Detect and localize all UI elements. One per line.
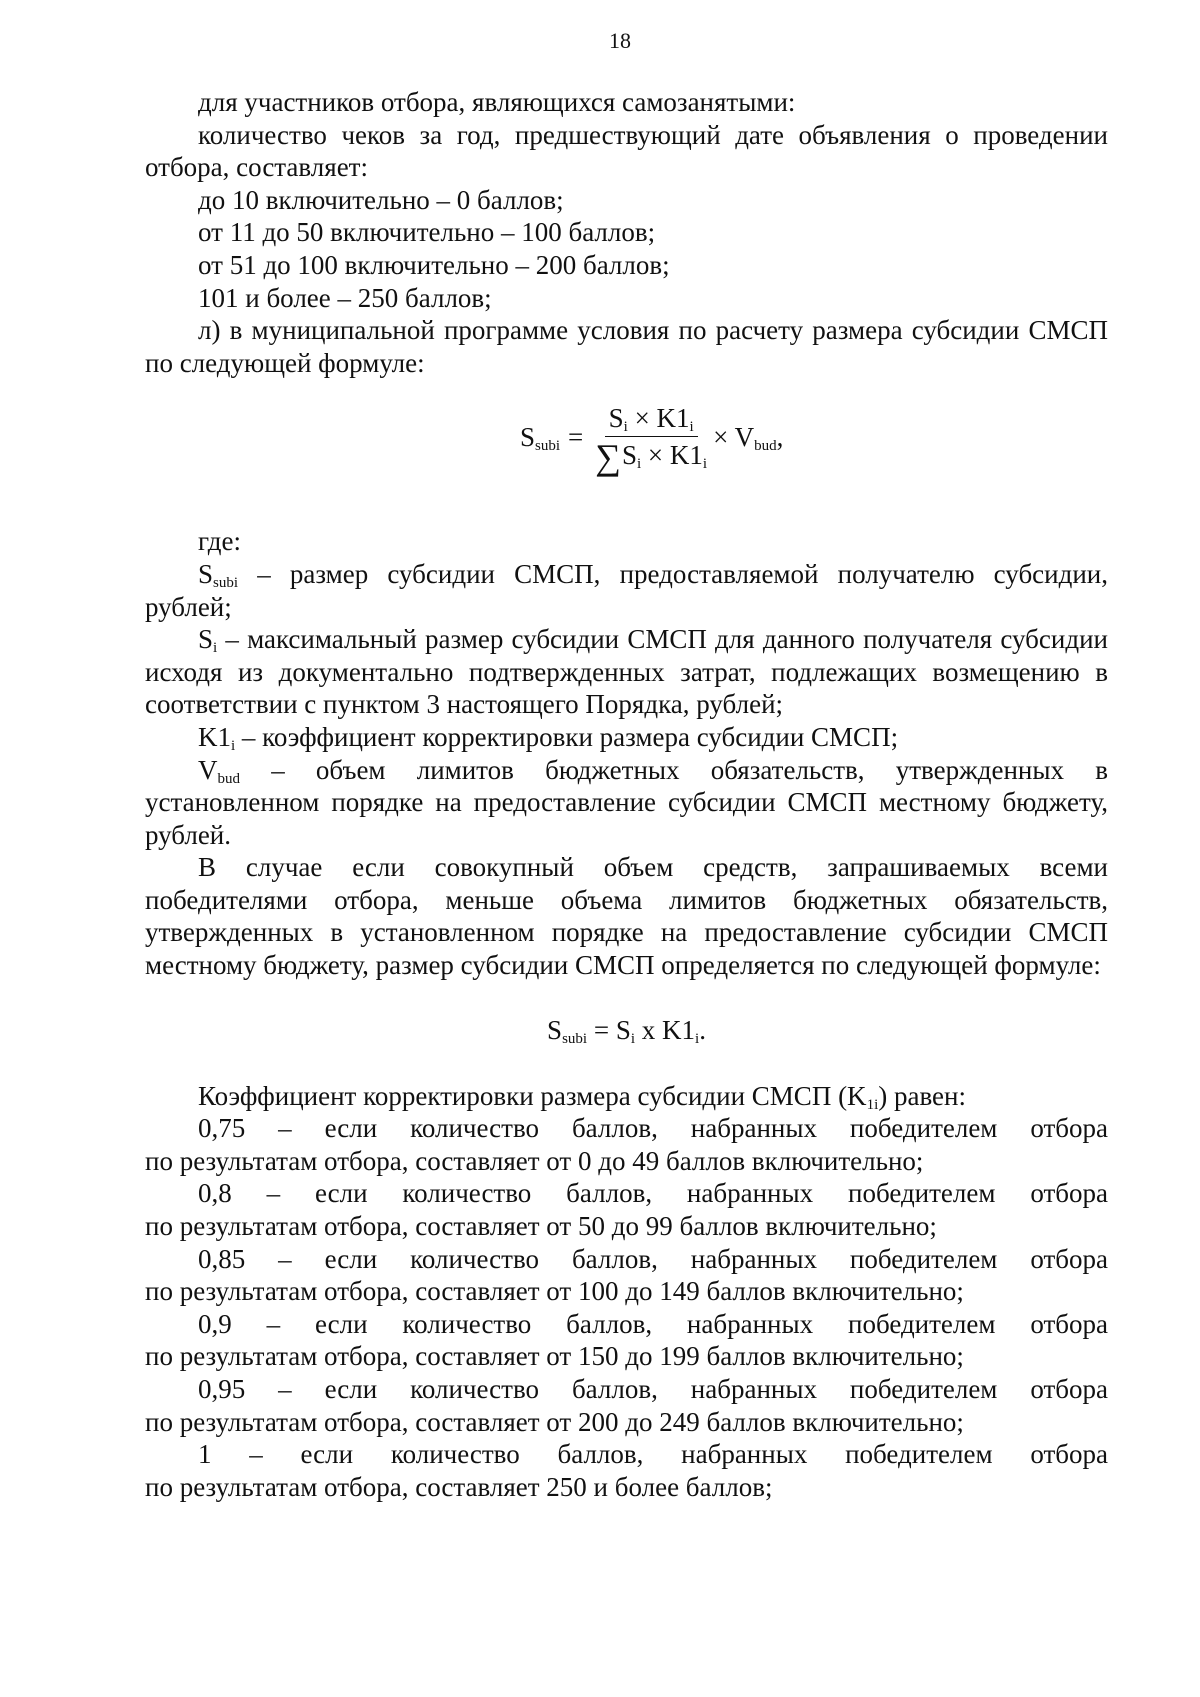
document-body [145, 86, 1108, 1503]
paragraph: от 11 до 50 включительно – 100 баллов; [198, 217, 656, 248]
coefficient-line: по результатам отбора, составляет от 50 до 99 баллов включительно; [145, 1211, 937, 1242]
subsidy-formula-simple: $S_{subi} = S_i$ x $K1_i$. [547, 1014, 706, 1047]
page-number: 18 [609, 28, 631, 53]
formula-fraction [595, 402, 708, 477]
paragraph: количество чеков за год, предшествующий дате объявления о проведении отбора, составляет: [145, 119, 1108, 183]
coefficient-line: по результатам отбора, составляет 250 и более баллов; [145, 1471, 773, 1502]
definition-k1i: $K1_i$ – коэффициент корректировки размера субсидии СМСП; [198, 721, 899, 754]
paragraph: 101 и более – 250 баллов; [198, 282, 492, 313]
coefficient-line: 0,8 – если количество баллов, набранных победителем отбора [198, 1178, 1108, 1209]
formula-lhs: $S_{subi}$ [520, 421, 561, 454]
coefficient-line: 0,75 – если количество баллов, набранных победителем отбора [198, 1113, 1108, 1144]
definition-si: $S_i$ – максимальный размер субсидии СМСП для данного получателя субсидии исходя из документально подтвержденных затрат, подлежащих возмещению в соответствии с пунктом 3 настоящего Порядка, рублей; [145, 624, 1108, 720]
paragraph: В случае если совокупный объем средств, запрашиваемых всеми победителями отбора, меньше объема лимитов бюджетных обязательств, утвержденных в установленном порядке на предоставление субсидии СМСП местному бюджету, размер субсидии СМСП определяется по следующей формуле: [145, 852, 1108, 981]
coefficient-line: по результатам отбора, составляет от 150 до 199 баллов включительно; [145, 1341, 964, 1372]
formula-multiplier: × $V_{bud}$, [713, 421, 784, 454]
formula-equals: = [568, 421, 584, 452]
definition-vbud: $V_{bud}$ – объем лимитов бюджетных обязательств, утвержденных в установленном порядке на предоставление субсидии СМСП местному бюджету, рублей. [145, 754, 1108, 850]
paragraph: от 51 до 100 включительно – 200 баллов; [198, 249, 670, 280]
coefficient-line: по результатам отбора, составляет от 0 до 49 баллов включительно; [145, 1145, 924, 1176]
coefficient-line: 0,85 – если количество баллов, набранных победителем отбора [198, 1243, 1108, 1274]
formula-denominator: $\sum S_i \times K1_i$ [595, 436, 708, 477]
paragraph: для участников отбора, являющихся самозанятыми: [198, 87, 796, 117]
paragraph: до 10 включительно – 0 баллов; [198, 184, 564, 215]
coefficient-line: 0,95 – если количество баллов, набранных победителем отбора [198, 1374, 1108, 1404]
paragraph: где: [198, 526, 241, 557]
definition-ssubi: $S_{subi}$ – размер субсидии СМСП, предоставляемой получателю субсидии, рублей; [145, 558, 1108, 622]
coefficient-intro: Коэффициент корректировки размера субсидии СМСП $(K_{1i})$ равен: [198, 1080, 966, 1113]
coefficient-line: по результатам отбора, составляет от 200 до 249 баллов включительно; [145, 1406, 964, 1437]
subsidy-formula [145, 397, 1108, 509]
coefficient-line: 1 – если количество баллов, набранных победителем отбора [198, 1439, 1108, 1470]
formula-numerator: $S_i \times K1_i$ [605, 402, 698, 437]
paragraph: л) в муниципальной программе условия по расчету размера субсидии СМСП по следующей формуле: [145, 315, 1108, 378]
coefficient-line: 0,9 – если количество баллов, набранных победителем отбора [198, 1308, 1108, 1339]
coefficient-line: по результатам отбора, составляет от 100 до 149 баллов включительно; [145, 1276, 964, 1307]
